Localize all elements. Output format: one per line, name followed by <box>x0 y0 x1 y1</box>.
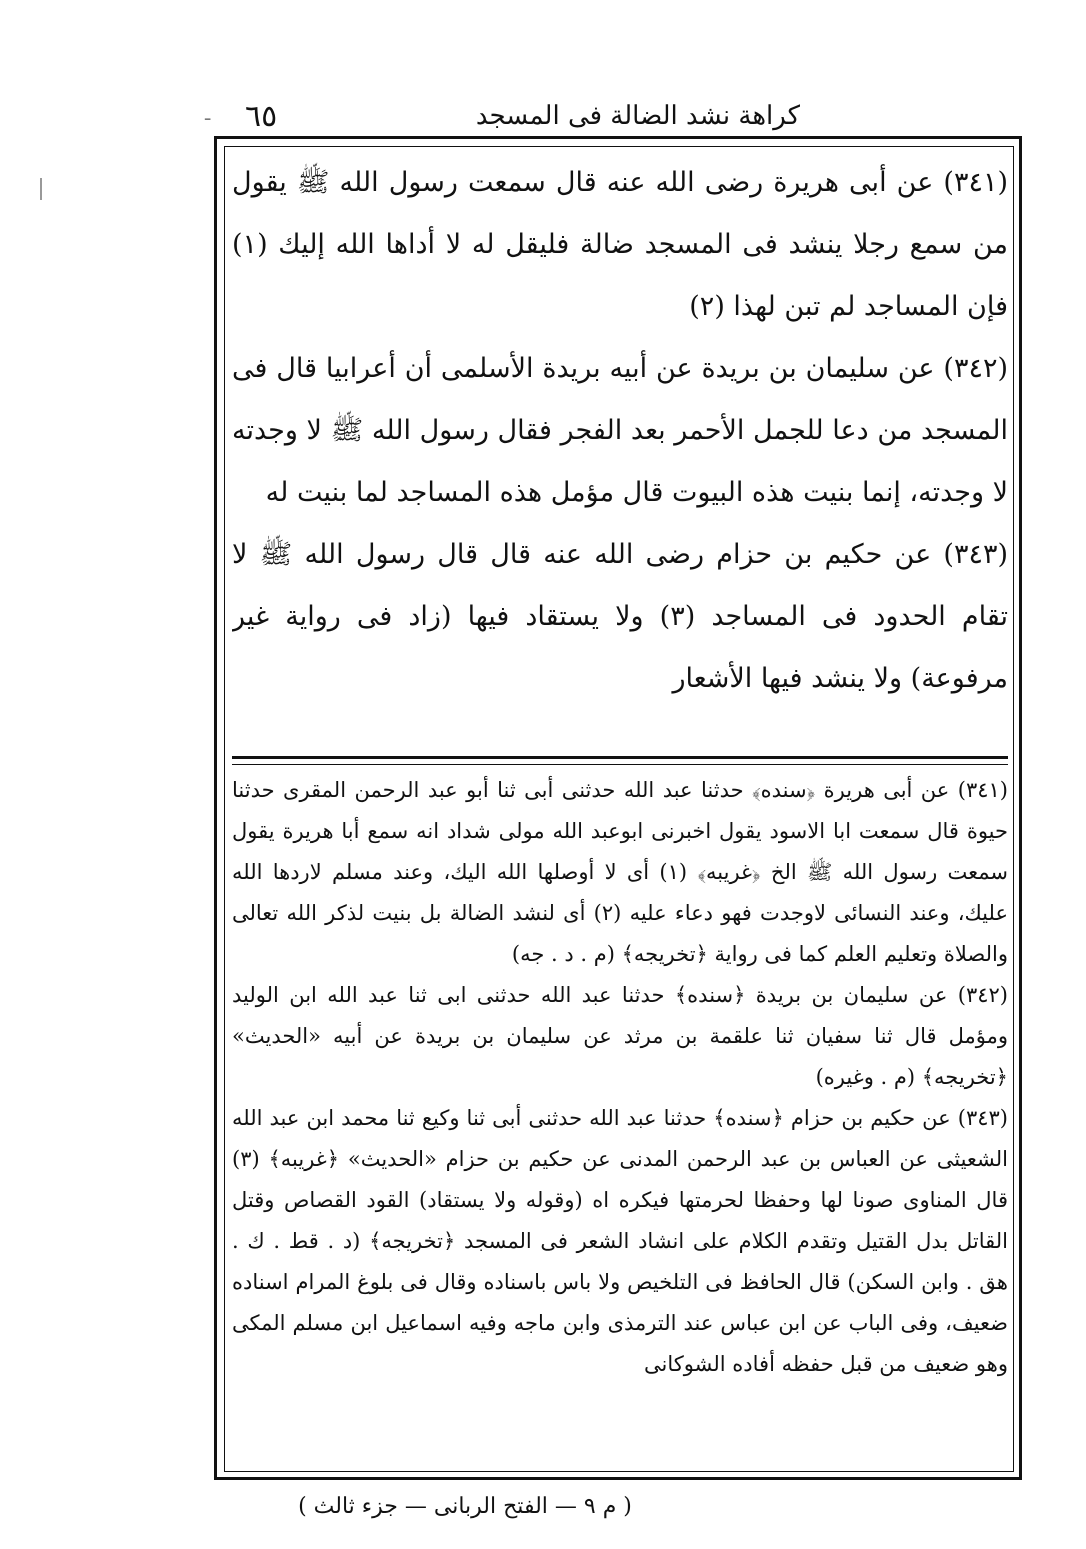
page-number: ٦٥ <box>245 98 278 134</box>
commentary-342: (٣٤٢) عن سليمان بن بريدة ﴿سنده﴾ حدثنا عبد الله حدثنى ابى ثنا عبد الله ابن الوليد ومؤمل قال ثنا سفيان ثنا علقمة بن مرثد عن سليمان بن بريدة عن أبيه «الحديث» ﴿تخريجه﴾ (م . وغيره) <box>232 983 1008 1089</box>
commentary-341: (٣٤١) عن أبى هريرة ﴿سنده﴾ حدثنا عبد الله حدثنى أبى ثنا أبو عبد الرحمن المقرى حدثنا حيوة قال سمعت ابا الاسود يقول اخبرنى ابوعبد الله مولى شداد انه سمع أبا هريرة يقول سمعت رسول الله ﷺ الخ ﴿غريبه﴾ (١) أى لا أوصلها الله اليك، وعند مسلم لاردها الله عليك، وعند النسائى لاوجدت فهو دعاء عليه (٢) أى لنشد الضالة بل بنيت لذكر الله تعالى والصلاة وتعليم العلم كما فى رواية ﴿تخريجه﴾ (م . د . جه) <box>232 778 1008 966</box>
commentary-343: (٣٤٣) عن حكيم بن حزام ﴿سنده﴾ حدثنا عبد الله حدثنى أبى ثنا وكيع ثنا محمد ابن عبد الله الشعيثى عن العباس بن عبد الرحمن المدنى عن حكيم بن حزام «الحديث» ﴿غريبه﴾ (٣) قال المناوى صونا لها وحفظا لحرمتها فيكره اه (وقوله ولا يستقاد) القود القصاص وقتل القاتل بدل القتيل وتقدم الكلام على انشاد الشعر فى المسجد ﴿تخريجه﴾ (د . قط . ك . هق . وابن السكن) قال الحافظ فى التلخيص ولا باس باسناده وقال فى بلوغ المرام اسناده ضعيف، وفى الباب عن ابن عباس عند الترمذى وابن ماجه وفيه اسماعيل ابن مسلم المكى وهو ضعيف من قبل حفظه أفاده الشوكانى <box>232 1106 1008 1376</box>
hadith-341: (٣٤١) عن أبى هريرة رضى الله عنه قال سمعت رسول الله ﷺ يقول من سمع رجلا ينشد فى المسجد ضالة فليقل له لا أداها الله إليك (١) فإن المساجد لم تبن لهذا (٢) <box>232 167 1008 322</box>
running-title: كراهة نشد الضالة فى المسجد <box>475 101 800 131</box>
separator-thick <box>232 756 1008 759</box>
footer-signature: ( م ٩ — الفتح الربانى — جزء ثالث ) <box>298 1494 632 1519</box>
commentary <box>232 770 1008 1470</box>
scan-speck-mark: ـ <box>205 104 211 125</box>
hadith-342: (٣٤٢) عن سليمان بن بريدة عن أبيه بريدة الأسلمى أن أعرابيا قال فى المسجد من دعا للجمل الأحمر بعد الفجر فقال رسول الله ﷺ لا وجدته لا وجدته، إنما بنيت هذه البيوت قال مؤمل هذه المساجد لما بنيت له <box>232 353 1008 508</box>
page-header <box>245 96 800 136</box>
separator-thin <box>232 764 1008 765</box>
scan-edge-mark <box>40 178 42 200</box>
hadith-343: (٣٤٣) عن حكيم بن حزام رضى الله عنه قال قال رسول الله ﷺ لا تقام الحدود فى المساجد (٣) ولا يستقاد فيها (زاد فى رواية غير مرفوعة) ولا ينشد فيها الأشعار <box>232 539 1008 694</box>
main-text <box>232 152 1008 742</box>
